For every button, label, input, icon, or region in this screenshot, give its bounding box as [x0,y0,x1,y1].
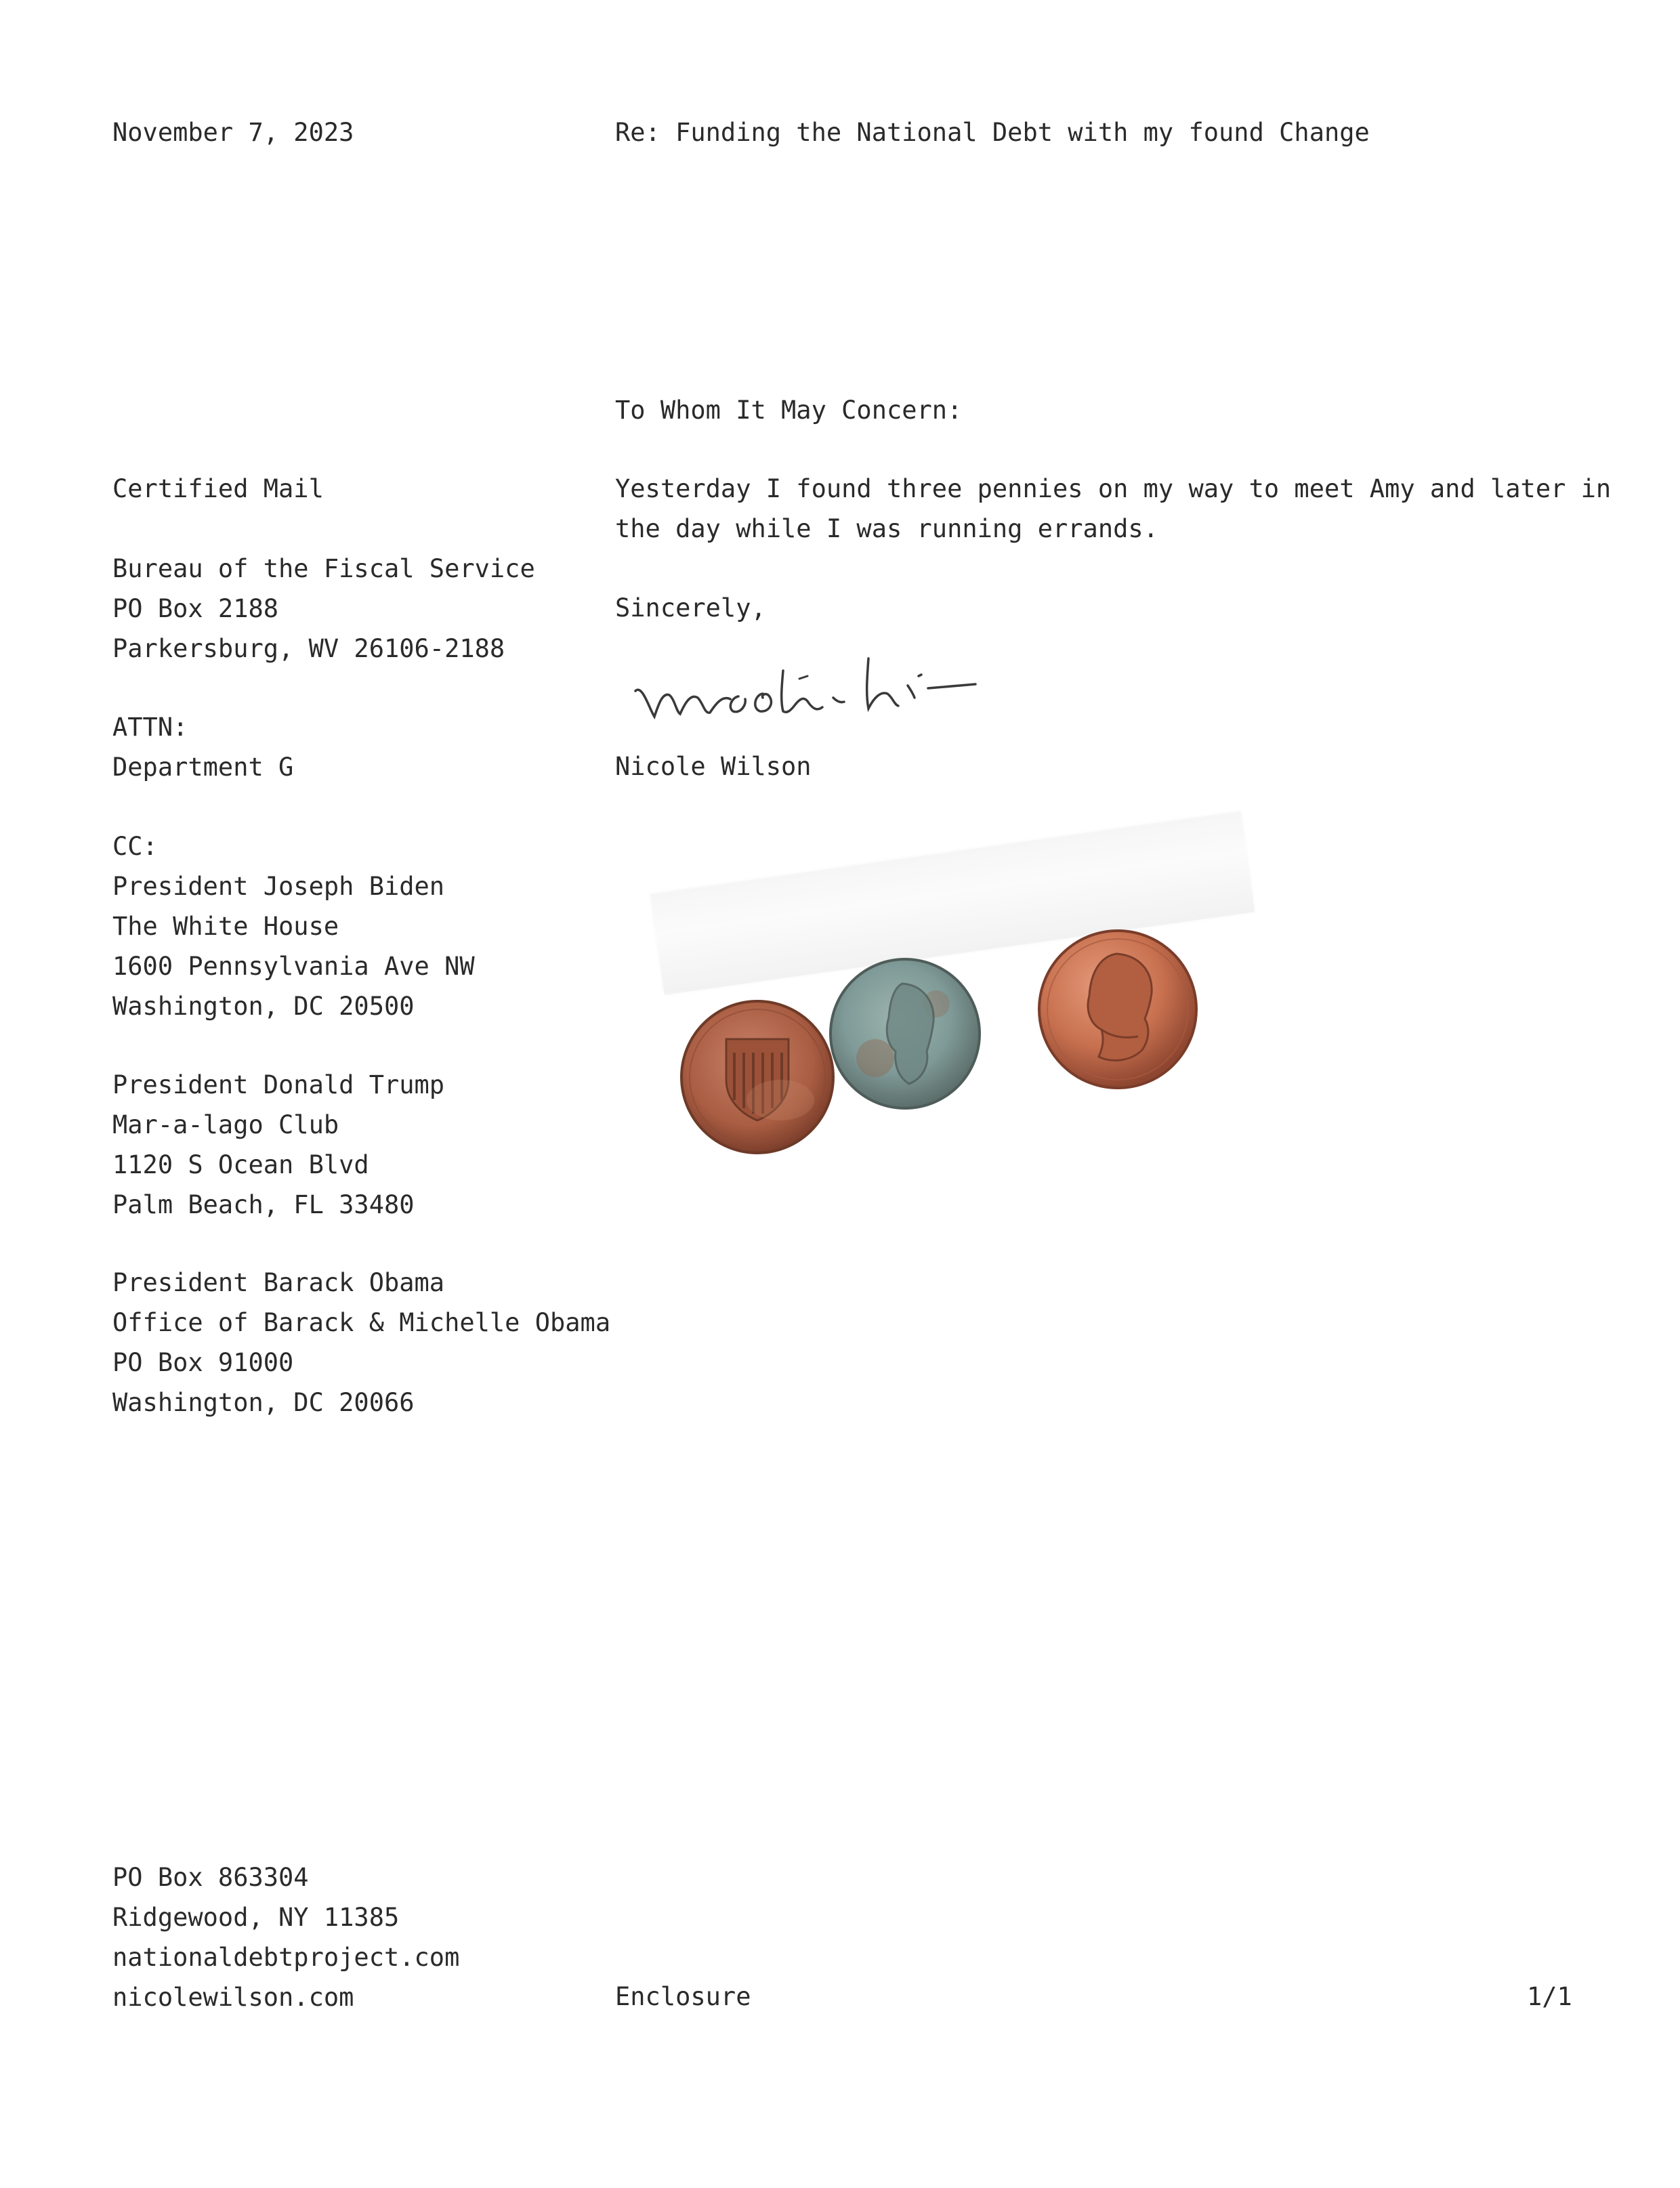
handwritten-signature [630,644,996,738]
address-line: Ridgewood, NY 11385 [112,1903,400,1932]
attn-block [112,707,293,787]
penny-tarnished-icon [828,956,982,1111]
address-line: PO Box 863304 [112,1863,309,1892]
address-line: President Donald Trump [112,1070,445,1099]
address-line: Washington, DC 20500 [112,992,415,1021]
recipient-address [112,549,535,669]
cc-label: CC: [112,832,158,861]
attn-value: Department G [112,753,294,782]
letter-body-line: Yesterday I found three pennies on my way to meet Amy and later in [615,474,1612,503]
letter-closing: Sincerely, [615,593,766,623]
address-line: 1600 Pennsylvania Ave NW [112,952,475,981]
cc-block-3 [112,1263,610,1423]
address-line: PO Box 91000 [112,1348,294,1377]
letter-body-line: the day while I was running errands. [615,514,1158,543]
address-line: President Barack Obama [112,1268,445,1297]
cc-block-2 [112,1065,444,1225]
website-link: nicolewilson.com [112,1983,354,2012]
mailing-method: Certified Mail [112,474,324,503]
address-line: Office of Barack & Michelle Obama [112,1308,611,1337]
letter-subject: Re: Funding the National Debt with my found Change [615,118,1370,147]
letter-greeting: To Whom It May Concern: [615,396,963,425]
website-link: nationaldebtproject.com [112,1943,460,1972]
address-line: The White House [112,912,339,941]
penny-lincoln-icon [1036,928,1199,1091]
address-line: Palm Beach, FL 33480 [112,1190,415,1219]
address-line: Mar-a-lago Club [112,1110,339,1139]
address-line: Parkersburg, WV 26106-2188 [112,634,505,663]
return-address [112,1857,459,2017]
letter-date: November 7, 2023 [112,118,354,147]
attn-label: ATTN: [112,713,188,742]
penny-shield-reverse-icon [679,998,836,1156]
address-line: President Joseph Biden [112,872,445,901]
signature-name: Nicole Wilson [615,752,812,781]
letter-body [615,469,1611,549]
cc-block-1 [112,826,475,1026]
page-number: 1/1 [1527,1982,1572,2011]
address-line: PO Box 2188 [112,594,279,623]
address-line: Washington, DC 20066 [112,1388,415,1417]
address-line: 1120 S Ocean Blvd [112,1150,369,1179]
address-line: Bureau of the Fiscal Service [112,554,535,583]
enclosure-note: Enclosure [615,1982,751,2011]
